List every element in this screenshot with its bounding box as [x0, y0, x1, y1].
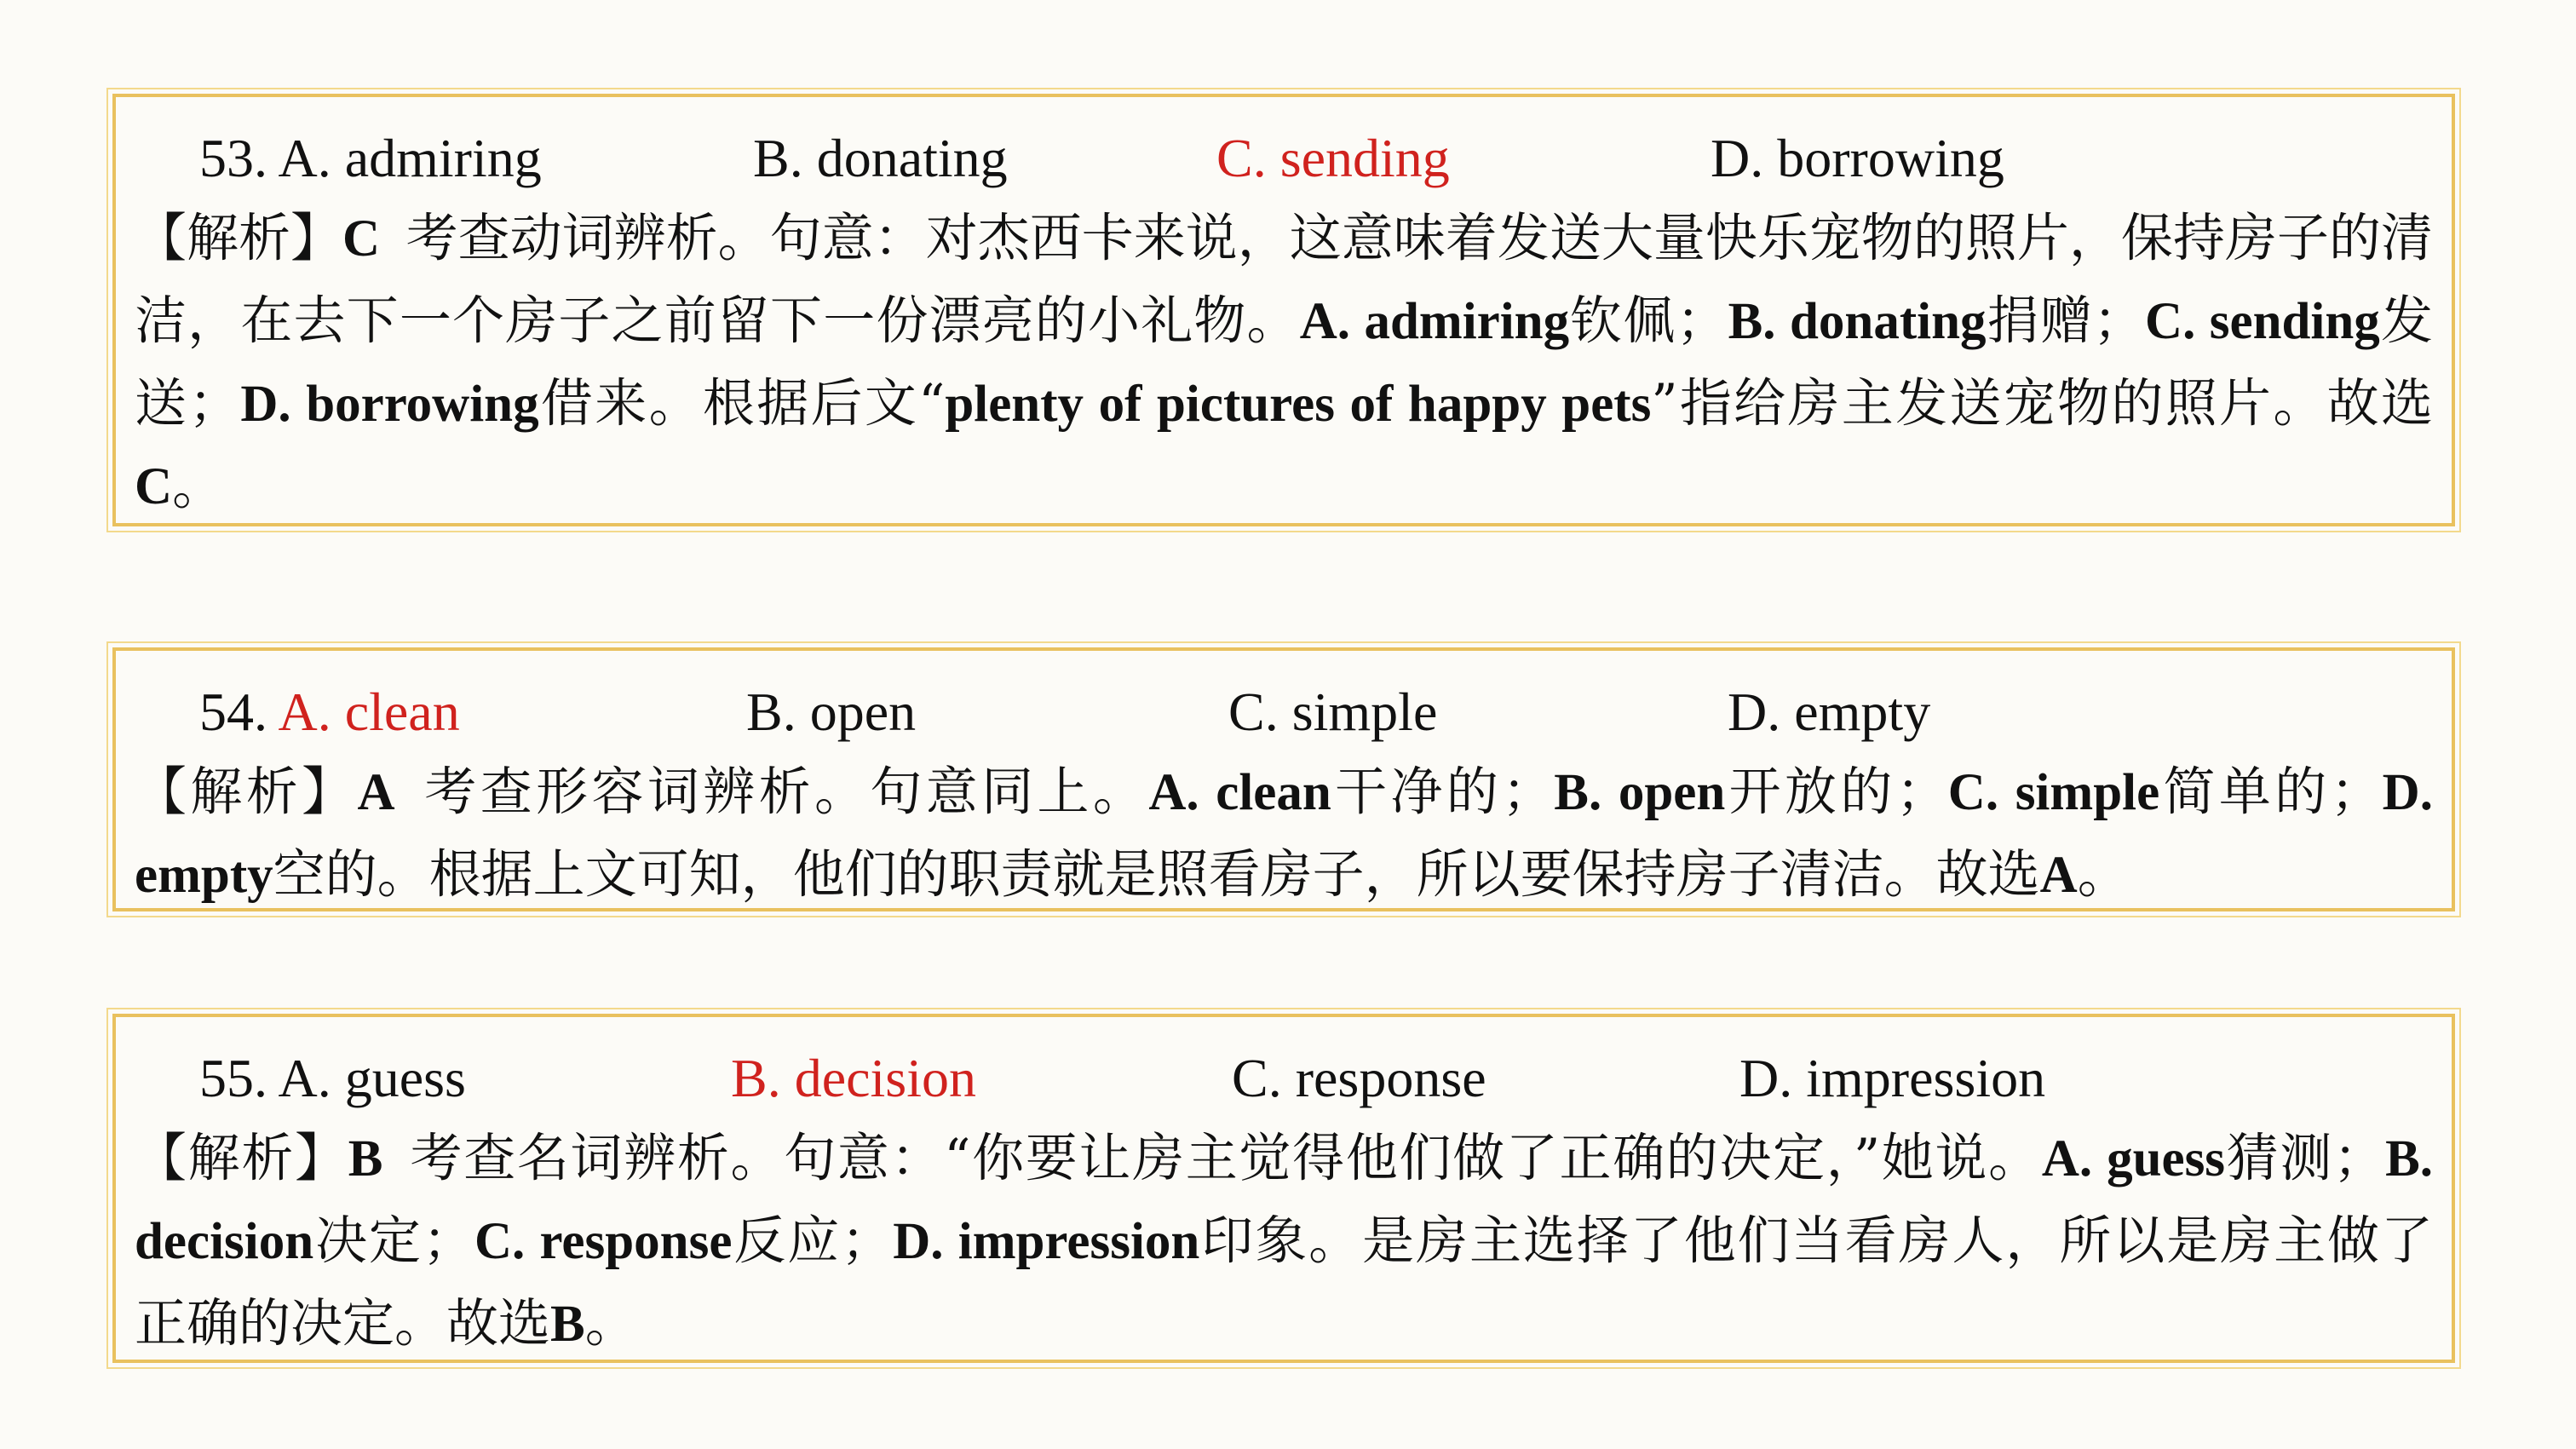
analysis-answer: A	[357, 764, 395, 821]
option-c	[1216, 116, 1450, 201]
analysis-keyword: A. guess	[2041, 1130, 2226, 1187]
options-row	[116, 116, 2452, 201]
analysis-keyword: A. clean	[1148, 764, 1331, 821]
option-d	[1711, 116, 2004, 201]
option-label: D. borrowing	[1711, 128, 2004, 188]
option-c	[1232, 1036, 1486, 1121]
analysis-answer: B	[348, 1130, 383, 1187]
analysis-keyword: C. simple	[1947, 764, 2160, 821]
analysis-keyword: A	[2039, 847, 2078, 904]
analysis-keyword: D. empty	[135, 764, 2433, 904]
analysis-tag: 【解析】	[135, 208, 343, 268]
options-row	[116, 670, 2452, 755]
option-c	[1228, 670, 1437, 755]
question-53-card	[112, 94, 2455, 526]
option-a	[199, 670, 460, 755]
option-label: A. guess	[278, 1048, 466, 1108]
analysis-tag: 【解析】	[135, 1128, 348, 1188]
analysis-segment: 决定；	[313, 1210, 474, 1271]
analysis-keyword: C	[135, 458, 173, 515]
analysis-keyword: A. admiring	[1299, 293, 1570, 350]
analysis-segment: ”指给房主发送宠物的照片。故选	[1651, 373, 2433, 434]
analysis-segment: 借来。根据后文“	[538, 373, 946, 434]
question-55-card	[112, 1014, 2455, 1363]
option-label: C. response	[1232, 1048, 1486, 1108]
option-label-correct: C. sending	[1216, 128, 1450, 188]
analysis-segment: 考查动词辨析。句意：对杰西卡来说，这意味着发送大量快乐宠物的照片，保持房子的清洁，在去下一个房子之前留下一份漂亮的小礼物。	[135, 208, 2433, 351]
option-d	[1728, 670, 1930, 755]
option-label: B. donating	[753, 128, 1008, 188]
analysis-keyword: D. impression	[893, 1213, 1200, 1270]
analysis-keyword: B. decision	[135, 1130, 2433, 1270]
analysis-text	[135, 751, 2433, 917]
analysis-keyword: B	[550, 1296, 585, 1353]
analysis-segment: 印象。是房主选择了他们当看房人，所以是房主做了正确的决定。故选	[135, 1210, 2433, 1354]
analysis-segment: 猜测；	[2225, 1128, 2386, 1188]
analysis-segment: 开放的；	[1725, 762, 1948, 822]
analysis-segment: 考查形容词辨析。句意同上。	[421, 762, 1149, 822]
option-b	[753, 116, 1008, 201]
analysis-segment: 。	[2077, 844, 2130, 905]
option-b	[746, 670, 916, 755]
option-label: D. impression	[1739, 1048, 2046, 1108]
analysis-segment: 考查名词辨析。句意：“你要让房主觉得他们做了正确的决定，”她说。	[408, 1128, 2042, 1188]
analysis-keyword: B. donating	[1728, 293, 1987, 350]
analysis-segment: 反应；	[732, 1210, 894, 1271]
option-label: C. simple	[1228, 681, 1438, 742]
option-label: B. open	[746, 681, 917, 742]
option-label: A. admiring	[278, 128, 542, 188]
analysis-answer: C	[342, 210, 381, 267]
question-number: 54.	[199, 681, 279, 742]
analysis-segment: 。	[584, 1293, 637, 1354]
option-a	[199, 1036, 466, 1121]
question-number: 55.	[199, 1048, 279, 1108]
question-54-card	[112, 647, 2455, 911]
analysis-keyword: B. open	[1554, 764, 1726, 821]
options-row	[116, 1036, 2452, 1121]
analysis-keyword: C. response	[474, 1213, 733, 1270]
option-label-correct: A. clean	[278, 681, 460, 742]
analysis-segment: 空的。根据上文可知，他们的职责就是照看房子，所以要保持房子清洁。故选	[273, 844, 2040, 905]
option-label: D. empty	[1728, 681, 1931, 742]
option-b	[731, 1036, 976, 1121]
analysis-text	[135, 1118, 2433, 1366]
option-a	[199, 116, 542, 201]
analysis-keyword: D. borrowing	[240, 376, 539, 433]
option-label-correct: B. decision	[731, 1048, 976, 1108]
analysis-keyword: C. sending	[2145, 293, 2380, 350]
analysis-segment: 发送；	[135, 290, 2433, 434]
option-d	[1739, 1036, 2045, 1121]
analysis-keyword: plenty of pictures of happy pets	[945, 376, 1652, 433]
question-number: 53.	[199, 128, 279, 188]
analysis-segment: 简单的；	[2159, 762, 2383, 822]
analysis-segment: 干净的；	[1331, 762, 1555, 822]
analysis-segment: 捐赠；	[1986, 290, 2146, 351]
analysis-text	[135, 198, 2433, 528]
analysis-segment: 。	[172, 456, 225, 516]
analysis-tag: 【解析】	[135, 762, 358, 822]
analysis-segment: 钦佩；	[1569, 290, 1728, 351]
